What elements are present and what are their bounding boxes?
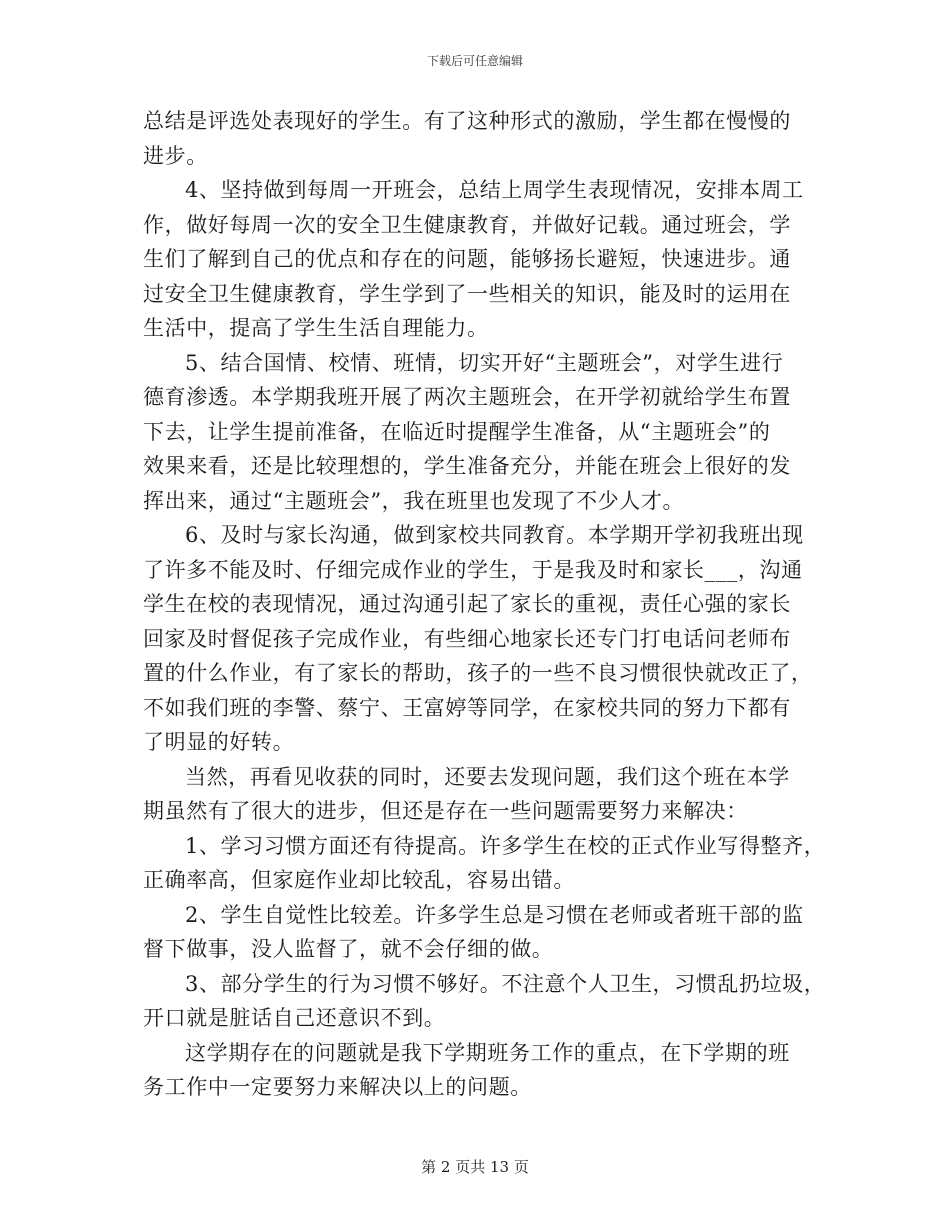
text-line: 作，做好每周一次的安全卫生健康教育，并做好记载。通过班会，学 bbox=[143, 212, 791, 237]
text-line: 4、坚持做到每周一开班会，总结上周学生表现情况，安排本周工 bbox=[185, 178, 804, 202]
text-line: 德育渗透。本学期我班开展了两次主题班会，在开学初就给学生布置 bbox=[143, 385, 791, 409]
text-line: 正确率高，但家庭作业却比较乱，容易出错。 bbox=[143, 868, 575, 892]
page-number-footer: 第 2 页共 13 页 bbox=[421, 1158, 529, 1176]
text-line: 学生在校的表现情况，通过沟通引起了家长的重视，责任心强的家长 bbox=[143, 592, 791, 616]
text-line: 督下做事，没人监督了，就不会仔细的做。 bbox=[143, 937, 554, 961]
text-line: 过安全卫生健康教育，学生学到了一些相关的知识，能及时的运用在 bbox=[143, 281, 791, 306]
text-line: 这学期存在的问题就是我下学期班务工作的重点，在下学期的班 bbox=[185, 1040, 790, 1065]
page-header: 下载后可任意编辑 bbox=[426, 54, 523, 68]
text-line: 效果来看，还是比较理想的，学生准备充分，并能在班会上很好的发 bbox=[143, 454, 791, 478]
text-line: 6、及时与家长沟通，做到家校共同教育。本学期开学初我班出现 bbox=[185, 523, 804, 547]
text-line: 当然，再看见收获的同时，还要去发现问题，我们这个班在本学 bbox=[185, 764, 790, 789]
text-line: 期虽然有了很大的进步，但还是存在一些问题需要努力来解决： bbox=[143, 799, 748, 823]
text-line: 开口就是脏话自己还意识不到。 bbox=[143, 1006, 446, 1030]
text-line: 置的什么作业，有了家长的帮助，孩子的一些不良习惯很快就改正了， bbox=[143, 661, 813, 685]
text-line: 生们了解到自己的优点和存在的问题，能够扬长避短，快速进步。通 bbox=[143, 247, 791, 271]
text-line: 1、学习习惯方面还有待提高。许多学生在校的正式作业写得整齐， bbox=[185, 833, 826, 858]
text-line: 了明显的好转。 bbox=[143, 730, 295, 754]
text-line: 下去，让学生提前准备，在临近时提醒学生准备，从“主题班会”的 bbox=[143, 419, 771, 444]
text-line: 回家及时督促孩子完成作业，有些细心地家长还专门打电话问老师布 bbox=[143, 626, 791, 651]
text-line: 了许多不能及时、仔细完成作业的学生，于是我及时和家长___，沟通 bbox=[143, 557, 803, 582]
text-line: 生活中，提高了学生生活自理能力。 bbox=[143, 316, 489, 340]
text-line: 总结是评选处表现好的学生。有了这种形式的激励，学生都在慢慢的 bbox=[143, 109, 791, 133]
document-body bbox=[143, 104, 826, 1105]
text-line: 3、部分学生的行为习惯不够好。不注意个人卫生，习惯乱扔垃圾， bbox=[185, 971, 826, 996]
text-line: 2、学生自觉性比较差。许多学生总是习惯在老师或者班干部的监 bbox=[185, 902, 804, 927]
text-line: 进步。 bbox=[143, 143, 208, 168]
text-line: 挥出来，通过“主题班会”，我在班里也发现了不少人才。 bbox=[143, 488, 685, 513]
text-line: 5、结合国情、校情、班情，切实开好“主题班会”，对学生进行 bbox=[185, 350, 784, 375]
text-line: 不如我们班的李警、蔡宁、王富婷等同学，在家校共同的努力下都有 bbox=[143, 695, 791, 720]
text-line: 务工作中一定要努力来解决以上的问题。 bbox=[143, 1075, 532, 1099]
